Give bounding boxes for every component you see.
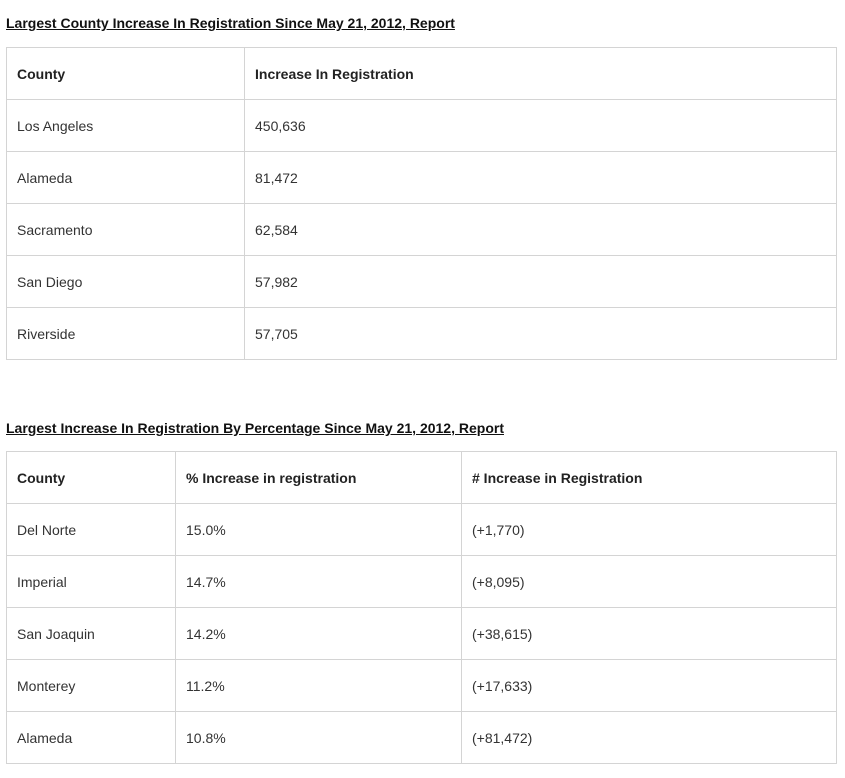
section-title-percentage-increase: Largest Increase In Registration By Percentage Since May 21, 2012, Report [6,420,504,436]
table-row [7,504,837,556]
table-row [7,608,837,660]
table-row [7,204,837,256]
section-title-county-increase: Largest County Increase In Registration Since May 21, 2012, Report [6,15,455,31]
percent-cell: 10.8% [176,712,462,764]
table-row [7,256,837,308]
table-row [7,308,837,360]
county-cell: San Diego [7,256,245,308]
table-row [7,100,837,152]
table-header-row [7,48,837,100]
table-header-row [7,452,837,504]
county-increase-table [6,47,837,360]
percent-cell: 15.0% [176,504,462,556]
number-cell: (+1,770) [462,504,837,556]
table-row [7,660,837,712]
increase-cell: 81,472 [245,152,837,204]
column-header-percent-increase: % Increase in registration [176,452,462,504]
column-header-county: County [7,48,245,100]
increase-cell: 57,982 [245,256,837,308]
number-cell: (+38,615) [462,608,837,660]
percent-cell: 14.7% [176,556,462,608]
county-cell: Riverside [7,308,245,360]
increase-cell: 62,584 [245,204,837,256]
county-cell: Alameda [7,152,245,204]
county-cell: Monterey [7,660,176,712]
county-cell: San Joaquin [7,608,176,660]
number-cell: (+8,095) [462,556,837,608]
percent-cell: 11.2% [176,660,462,712]
county-cell: Alameda [7,712,176,764]
table-row [7,152,837,204]
percentage-increase-table [6,451,837,764]
increase-cell: 450,636 [245,100,837,152]
column-header-county: County [7,452,176,504]
county-cell: Los Angeles [7,100,245,152]
percent-cell: 14.2% [176,608,462,660]
column-header-number-increase: # Increase in Registration [462,452,837,504]
number-cell: (+17,633) [462,660,837,712]
column-header-increase: Increase In Registration [245,48,837,100]
county-cell: Imperial [7,556,176,608]
number-cell: (+81,472) [462,712,837,764]
table-row [7,556,837,608]
table-row [7,712,837,764]
increase-cell: 57,705 [245,308,837,360]
county-cell: Del Norte [7,504,176,556]
county-cell: Sacramento [7,204,245,256]
